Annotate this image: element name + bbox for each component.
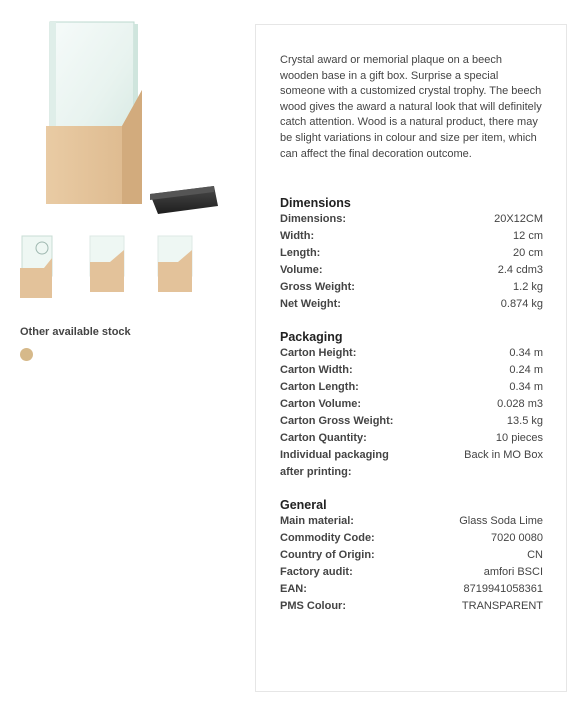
packaging-section bbox=[280, 329, 543, 481]
spec-row: EAN: 8719941058361 bbox=[280, 583, 543, 595]
spec-row: Width: 12 cm bbox=[280, 230, 543, 242]
thumbnail-1[interactable] bbox=[18, 234, 58, 300]
spec-row: Carton Length: 0.34 m bbox=[280, 381, 543, 393]
spec-row: Dimensions: 20X12CM bbox=[280, 213, 543, 225]
spec-row: Country of Origin: CN bbox=[280, 549, 543, 561]
packaging-title: Packaging bbox=[280, 330, 343, 344]
dimensions-section bbox=[280, 195, 543, 313]
spec-row: Gross Weight: 1.2 kg bbox=[280, 281, 543, 293]
spec-row: Individual packaging after printing: Back in MO Box bbox=[280, 449, 543, 478]
spec-row: Carton Gross Weight: 13.5 kg bbox=[280, 415, 543, 427]
other-stock-label: Other available stock bbox=[20, 326, 131, 338]
dimensions-title: Dimensions bbox=[280, 196, 351, 210]
spec-row: Main material: Glass Soda Lime bbox=[280, 515, 543, 527]
spec-row: Carton Height: 0.34 m bbox=[280, 347, 543, 359]
product-details-panel bbox=[255, 24, 567, 692]
spec-row: Factory audit: amfori BSCI bbox=[280, 566, 543, 578]
general-section bbox=[280, 497, 543, 615]
color-swatch[interactable] bbox=[20, 348, 33, 361]
spec-row: Carton Quantity: 10 pieces bbox=[280, 432, 543, 444]
spec-row: Commodity Code: 7020 0080 bbox=[280, 532, 543, 544]
product-description: Crystal award or memorial plaque on a beech wooden base in a gift box. Surprise a special someone with a customized crystal trophy. The beech wood gives the award a natural look that will definitely catch attention. Wood is a natural product, there may be slight variations in colour and size per item, which can affect the final decoration outcome. bbox=[280, 54, 542, 160]
main-product-image bbox=[26, 18, 222, 224]
spec-row: Volume: 2.4 cdm3 bbox=[280, 264, 543, 276]
spec-row: PMS Colour: TRANSPARENT bbox=[280, 600, 543, 612]
thumbnail-3[interactable] bbox=[156, 234, 196, 300]
spec-row: Carton Volume: 0.028 m3 bbox=[280, 398, 543, 410]
thumbnail-strip bbox=[18, 234, 218, 300]
spec-row: Length: 20 cm bbox=[280, 247, 543, 259]
thumbnail-2[interactable] bbox=[86, 234, 126, 300]
general-title: General bbox=[280, 498, 327, 512]
spec-row: Carton Width: 0.24 m bbox=[280, 364, 543, 376]
spec-row: Net Weight: 0.874 kg bbox=[280, 298, 543, 310]
